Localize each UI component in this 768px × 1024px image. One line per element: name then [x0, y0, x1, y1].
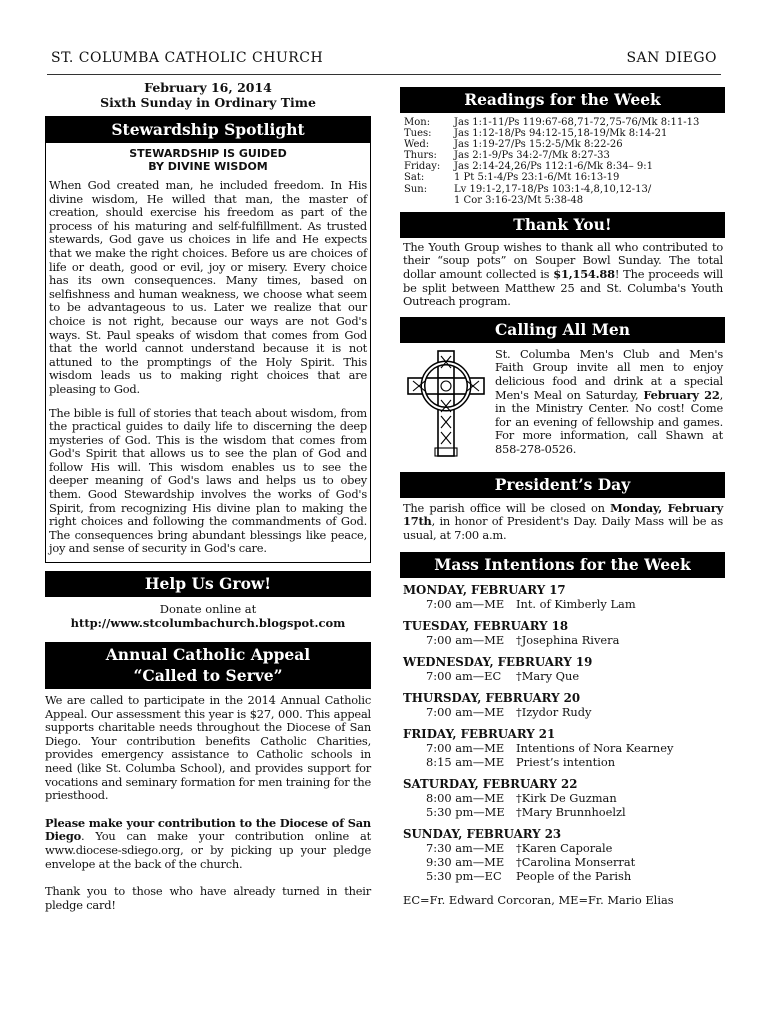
donate-line: Donate online at: [159, 602, 257, 617]
reading-text: 1 Cor 3:16-23/Mt 5:38-48: [454, 194, 584, 206]
mass-day-heading: THURSDAY, FEBRUARY 20: [403, 690, 581, 705]
calling-men-body: [400, 343, 725, 472]
celebrant-key: EC=Fr. Edward Corcoran, ME=Fr. Mario Elias: [403, 892, 674, 907]
readings-title: Readings for the Week: [400, 87, 725, 113]
reading-day: Friday:: [404, 161, 441, 173]
mass-intention-row: [403, 805, 723, 819]
mass-intention: †Karen Caporale: [516, 840, 613, 855]
bulletin-header: [47, 48, 721, 75]
mass-day-heading: MONDAY, FEBRUARY 17: [403, 582, 566, 597]
stewardship-section: [45, 116, 371, 563]
appeal-title-line-1: Annual Catholic Appeal: [105, 645, 311, 665]
reading-row: [404, 117, 721, 128]
mass-intention-row: [403, 633, 723, 647]
reading-row: [404, 161, 721, 172]
mass-intention-row: [403, 669, 723, 683]
mass-intention-row: [403, 741, 723, 755]
thanks-pre: The Youth Group wishes to thank all who contributed to their “soup pots” on Souper Bowl Sunday. The total dollar amount collected is: [403, 239, 723, 281]
reading-day: [404, 195, 454, 206]
liturgical-day: Sixth Sunday in Ordinary Time: [100, 95, 316, 110]
readings-list: [400, 113, 725, 212]
reading-text: Jas 2:1-9/Ps 34:2-7/Mk 8:27-33: [454, 150, 610, 162]
thanks-amount: $1,154.88: [553, 266, 615, 281]
thanks-post: ! The proceeds will be split between Matthew 25 and St. Columba's Youth Outreach program.: [403, 266, 723, 309]
mass-intention: †Mary Brunnhoelzl: [516, 804, 626, 819]
calling-men-text: [495, 348, 723, 464]
mass-day-heading: SUNDAY, FEBRUARY 23: [403, 826, 562, 841]
mass-intention: †Carolina Monserrat: [516, 854, 636, 869]
mass-intention: †Josephina Rivera: [516, 632, 620, 647]
men-pre: St. Columba Men's Club and Men's Faith Group invite all men to enjoy delicious food and drink at a special Men's Meal on Saturday,: [495, 346, 723, 402]
mass-time: 7:00 am—ME: [426, 596, 505, 611]
reading-day: Thurs:: [404, 150, 437, 162]
appeal-bold-text: Please make your contribution to the Diocese of San Diego: [45, 815, 371, 844]
mass-intention-row: [403, 705, 723, 719]
appeal-title: [45, 642, 371, 689]
reading-day: Wed:: [404, 139, 430, 151]
appeal-paragraph-1: We are called to participate in the 2014 Annual Catholic Appeal. Our assessment this year is $27, 000. This appeal supports charitable needs throughout the Diocese of San Diego. Your contribution benefits Catholic Charities, provides emergency assistance to Catholic schools in need (like St. Columba School), and provides support for vocations and seminary formation for men training for the priesthood.: [45, 693, 371, 803]
reading-text: Jas 1:12-18/Ps 94:12-15,18-19/Mk 8:14-21: [454, 128, 668, 140]
mass-time: 8:00 am—ME: [426, 790, 505, 805]
blog-link[interactable]: http://www.stcolumbachurch.blogspot.com: [70, 616, 346, 631]
mass-time: 7:00 am—ME: [426, 704, 505, 719]
thank-you-title: Thank You!: [400, 212, 725, 238]
thank-you-text: [400, 238, 725, 317]
church-name: ST. COLUMBA CATHOLIC CHURCH: [51, 50, 324, 66]
appeal-paragraph-2: [45, 817, 371, 871]
mass-intention-row: [403, 791, 723, 805]
mass-time: 7:00 am—EC: [426, 668, 502, 683]
mass-day-heading: SATURDAY, FEBRUARY 22: [403, 776, 578, 791]
date-line: February 16, 2014: [144, 80, 272, 95]
mass-intention-row: [403, 597, 723, 611]
pres-pre: The parish office will be closed on: [403, 500, 611, 515]
mass-intention: Int. of Kimberly Lam: [516, 596, 636, 611]
help-grow-title: Help Us Grow!: [45, 571, 371, 597]
mass-intentions-title: Mass Intentions for the Week: [400, 552, 725, 578]
city-name: SAN DIEGO: [626, 50, 717, 66]
reading-day: Sun:: [404, 183, 428, 195]
bulletin-date: [45, 80, 371, 110]
mass-intention-row: [403, 869, 723, 883]
mass-intention: †Mary Que: [516, 668, 580, 683]
mass-intention: Intentions of Nora Kearney: [516, 740, 674, 755]
mass-time: 7:00 am—ME: [426, 740, 505, 755]
reading-day: Tues:: [404, 128, 432, 140]
mass-time: 7:30 am—ME: [426, 840, 505, 855]
appeal-rest-text: . You can make your contribution online at www.diocese-sdiego.org, or by picking up your pledge envelope at the back of the church.: [45, 829, 371, 871]
reading-row: [404, 184, 721, 195]
mass-time: 7:00 am—ME: [426, 632, 505, 647]
reading-text: Lv 19:1-2,17-18/Ps 103:1-4,8,10,12-13/: [454, 183, 652, 195]
mass-intention: †Izydor Rudy: [516, 704, 592, 719]
reading-text: Jas 1:19-27/Ps 15:2-5/Mk 8:22-26: [454, 139, 623, 151]
mass-day-heading: TUESDAY, FEBRUARY 18: [403, 618, 569, 633]
mass-intention: †Kirk De Guzman: [516, 790, 617, 805]
mass-intention-row: [403, 841, 723, 855]
stewardship-subtitle: [46, 147, 370, 173]
left-column: [45, 80, 371, 912]
mass-intention: Priest’s intention: [516, 754, 616, 769]
calling-men-title: Calling All Men: [400, 317, 725, 343]
mass-intention-row: [403, 855, 723, 869]
stewardship-paragraph-2: The bible is full of stories that teach about wisdom, from the practical guides to daily life to discerning the deep mysteries of God. This is the wisdom that comes from God's Spirit that allows us to see the plan of God and follow His will. This wisdom enables us to see the deeper meaning of God's laws and helps us to obey them. Good Stewardship involves the works of God's Spirit, from recognizing His divine plan to making the right choices and following the commandments of God. The consequences bring abundant blessings like peace, joy and sense of security in God's care.: [49, 405, 367, 556]
pres-post: , in honor of President's Day. Daily Mass will be as usual, at 7:00 a.m.: [403, 514, 723, 542]
reading-row: [404, 172, 721, 183]
reading-row: [404, 139, 721, 150]
mass-intentions-list: [400, 583, 725, 883]
pres-date: Monday, February 17th: [403, 500, 723, 529]
mass-time: 9:30 am—ME: [426, 854, 505, 869]
mass-day-heading: FRIDAY, FEBRUARY 21: [403, 726, 556, 741]
mass-intention: People of the Parish: [516, 868, 632, 883]
right-column: [400, 87, 725, 907]
mass-time: 5:30 pm—EC: [426, 868, 502, 883]
reading-row: [404, 128, 721, 139]
celtic-cross-icon: [403, 348, 495, 464]
mass-intention-row: [403, 755, 723, 769]
subtitle-line-2: BY DIVINE WISDOM: [148, 160, 268, 173]
reading-row: [404, 195, 721, 206]
appeal-paragraph-3: Thank you to those who have already turned in their pledge card!: [45, 884, 371, 912]
appeal-title-line-2: “Called to Serve”: [133, 666, 283, 686]
mass-time: 8:15 am—ME: [426, 754, 505, 769]
reading-day: Sat:: [404, 172, 425, 184]
mass-time: 5:30 pm—ME: [426, 804, 505, 819]
reading-text: Jas 2:14-24,26/Ps 112:1-6/Mk 8:34– 9:1: [454, 161, 654, 173]
reading-text: Jas 1:1-11/Ps 119:67-68,71-72,75-76/Mk 8:11-13: [454, 117, 700, 128]
reading-row: [404, 150, 721, 161]
reading-text: 1 Pt 5:1-4/Ps 23:1-6/Mt 16:13-19: [454, 172, 620, 184]
subtitle-line-1: STEWARDSHIP IS GUIDED: [129, 147, 287, 160]
stewardship-paragraph-1: When God created man, he included freedom. In His divine wisdom, He willed that man, the master of creation, should exercise his freedom as part of the process of his maturing and self-fulfillment. As trusted stewards, God gave us choices in life and He expects that we make the right choices. Before us are choices of life or death, good or evil, joy or misery. Every choice has its own consequences. Many times, based on selfishness and human weakness, we choose what seem to be advantageous to us. Later we realize that our choice is not right, because our ways are not God's ways. St. Paul speaks of wisdom that comes from God that the world cannot understand because it is not attuned to the promptings of the Holy Spirit. This wisdom leads us to making right choices that are pleasing to God.: [49, 178, 367, 396]
mass-day-heading: WEDNESDAY, FEBRUARY 19: [403, 654, 593, 669]
reading-day: Mon:: [404, 117, 431, 128]
presidents-day-title: President’s Day: [400, 472, 725, 498]
men-post: , in the Ministry Center. No cost! Come for an evening of fellowship and games. For more information, call Shawn at 858-278-0526.: [495, 387, 724, 456]
presidents-day-text: [400, 498, 725, 552]
men-date: February 22: [643, 387, 720, 402]
stewardship-title: Stewardship Spotlight: [46, 117, 370, 143]
